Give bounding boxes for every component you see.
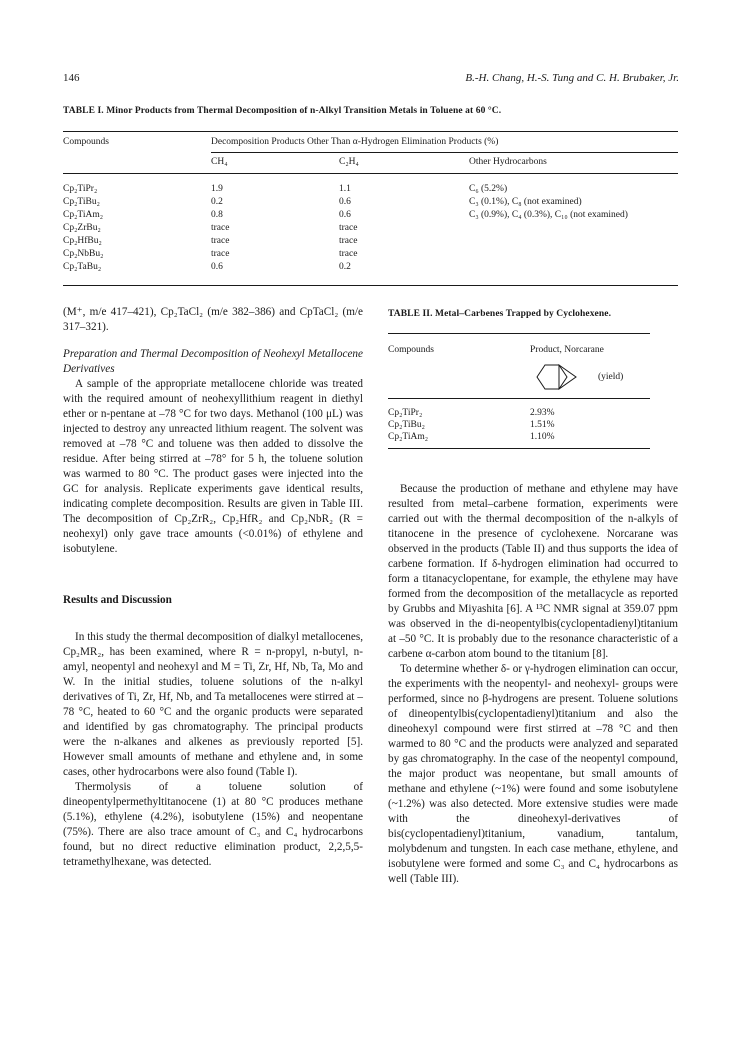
left-column — [63, 305, 363, 870]
table2-cell-compound: Cp₂TiPr₂ — [388, 408, 423, 418]
table1-top-rule — [63, 131, 678, 132]
table2-header-compounds: Compounds — [388, 345, 434, 355]
table1-cell-other: C₃ (0.1%), C₈ (not examined) — [469, 197, 582, 207]
table1-header-rule — [63, 173, 678, 174]
table1-cell-ch4: 0.2 — [211, 197, 223, 207]
table2-cell-yield: 1.51% — [530, 420, 555, 430]
table1-header-compounds: Compounds — [63, 137, 109, 147]
norcarane-structure-icon — [531, 362, 583, 392]
table1-cell-c2h4: trace — [339, 223, 358, 233]
table1-cell-compound: Cp₂ZrBu₂ — [63, 223, 101, 233]
paragraph-carbene: Because the production of methane and ethylene may have resulted from metal–carbene formation, experiments were carried out with the thermal decomposition of the n-alkyls of titanocene in the presence of cyclohexene. Norcarane was observed in the products (Table II) and thus supports the idea of carbene formation. If δ-hydrogen elimination had occurred to form a titanacyclopentane, for example, the ethylene may have formed from the decomposition of the metallacycle as reported by Grubbs and Miyashita [6]. A ¹³C NMR signal at 359.07 ppm was observed in the di-neopentylbis(cyclopentadienyl)titanium at –50 °C. It is probably due to the resonance characteristic of a carbene α-carbon atom bound to the titanium [8]. — [388, 483, 678, 660]
table1-cell-compound: Cp₂TiPr₂ — [63, 184, 98, 194]
paragraph-preparation: A sample of the appropriate metallocene chloride was treated with the required amount of neohexyllithium reagent in diethyl ether or n-pentane at –78 °C for two days. Methanol (100 μL) was injected to destroy any unreacted lithium reagent. The solvent was removed at –78 °C and toluene was then added to dissolve the residue. After being stirred at –78° for 5 h, the toluene solution was warmed to 80 °C. The product gases were injected into the GC for analysis. Replicate experiments gave identical results, indicating complete decomposition. Results are given in Table III. The decomposition of Cp₂ZrR₂, Cp₂HfR₂ and Cp₂NbR₂ (R = neohexyl) only gave trace amounts (<0.01%) of ethylene and isobutylene. — [63, 378, 363, 555]
table2-header-product: Product, Norcarane — [530, 345, 604, 355]
table1-cell-c2h4: 0.6 — [339, 210, 351, 220]
table1-cell-other: C₆ (5.2%) — [469, 184, 508, 194]
table1-cell-ch4: 0.8 — [211, 210, 223, 220]
table1-cell-compound: Cp₂HfBu₂ — [63, 236, 102, 246]
table2-cell-compound: Cp₂TiBu₂ — [388, 420, 425, 430]
table1-cell-compound: Cp₂NbBu₂ — [63, 249, 104, 259]
table2-top-rule — [388, 333, 650, 334]
table2-cell-yield: 1.10% — [530, 432, 555, 442]
table1-bottom-rule — [63, 285, 678, 286]
table2-caption: TABLE II. Metal–Carbenes Trapped by Cyclohexene. — [388, 309, 612, 319]
section-heading-preparation: Preparation and Thermal Decomposition of Neohexyl Metallocene Derivatives — [63, 348, 363, 375]
table1-cell-other: C₃ (0.9%), C₄ (0.3%), C₁₀ (not examined) — [469, 210, 628, 220]
table1-header-other: Other Hydrocarbons — [469, 157, 547, 167]
paragraph-neopentyl: To determine whether δ- or γ-hydrogen elimination can occur, the experiments with the neopentyl- and neohexyl- groups were performed, since no β-hydrogens are present. Toluene solutions of dineopentylbis(cyclopentadienyl)titanium and also the dineohexyl compound were first stirred at –78 °C and then warmed to 80 °C and the products were analyzed and separated by gas chromatography. In the case of the neopentyl compound, the major product was neopentane, but small amounts of methane and ethylene (~1%) were found and some isobutylene (~1.2%) was also detected. More extensive studies were made with the dineohexyl-derivatives of bis(cyclopentadienyl)titanium, vanadium, tantalum, molybdenum and tungsten. In each case methane, ethylene, and isobutylene were formed and some C₃ and C₄ hydrocarbons as well (Table III). — [388, 663, 678, 885]
table1-cell-ch4: 1.9 — [211, 184, 223, 194]
page-number: 146 — [63, 72, 80, 84]
table1-cell-ch4: trace — [211, 236, 230, 246]
table1-cell-c2h4: 0.2 — [339, 262, 351, 272]
table2-cell-yield: 2.93% — [530, 408, 555, 418]
paragraph-ms-data: (M⁺, m/e 417–421), Cp₂TaCl₂ (m/e 382–386) and CpTaCl₂ (m/e 317–321). — [63, 306, 363, 333]
table1-cell-compound: Cp₂TiAm₂ — [63, 210, 104, 220]
table1-header-group: Decomposition Products Other Than α-Hydrogen Elimination Products (%) — [211, 137, 499, 147]
table1-group-rule — [211, 152, 678, 153]
right-column — [388, 482, 678, 887]
table1-cell-c2h4: trace — [339, 249, 358, 259]
table1-cell-c2h4: trace — [339, 236, 358, 246]
table1-caption: TABLE I. Minor Products from Thermal Decomposition of n-Alkyl Transition Metals in Toluene at 60 °C. — [63, 106, 502, 116]
table1-cell-ch4: trace — [211, 249, 230, 259]
table1-cell-compound: Cp₂TaBu₂ — [63, 262, 102, 272]
table1-cell-ch4: 0.6 — [211, 262, 223, 272]
table2 — [388, 340, 650, 450]
running-authors: B.-H. Chang, H.-S. Tung and C. H. Brubaker, Jr. — [465, 72, 679, 84]
table1-cell-c2h4: 0.6 — [339, 197, 351, 207]
paragraph-results-1: In this study the thermal decomposition of dialkyl metallocenes, Cp₂MR₂, has been examined, where R = n-propyl, n-butyl, n-amyl, neopentyl and neohexyl and M = Ti, Zr, Hf, Nb, Ta, Mo and W. In the initial studies, toluene solutions of the n-alkyl derivatives of Ti, Zr, Hf, Nb, and Ta metallocenes were stirred at –78 °C, heated to 60 °C and the organic products were separated and identified by gas chromatography. The principal products were the n-alkanes and alkenes as previously reported [5]. However small amounts of methane and ethylene and, in some cases, other hydrocarbons were also found (Table I). — [63, 631, 363, 778]
table1-header-c2h4: C₂H₄ — [339, 157, 359, 167]
table1-cell-c2h4: 1.1 — [339, 184, 351, 194]
table2-header-yield: (yield) — [598, 372, 624, 382]
table1 — [63, 137, 678, 287]
table1-cell-compound: Cp₂TiBu₂ — [63, 197, 100, 207]
table1-header-ch4: CH₄ — [211, 157, 228, 167]
paragraph-results-2: Thermolysis of a toluene solution of dineopentylpermethyltitanocene (1) at 80 °C produces methane (5.1%), ethylene (4.2%), isobutylene (15%) and neopentane (75%). There are also trace amount of C₃ and C₄ hydrocarbons found, but no direct reductive elimination product, 2,2,5,5-tetramethylhexane, was detected. — [63, 781, 363, 868]
section-heading-results: Results and Discussion — [63, 594, 172, 606]
table1-cell-ch4: trace — [211, 223, 230, 233]
table2-header-rule — [388, 398, 650, 399]
table2-cell-compound: Cp₂TiAm₂ — [388, 432, 429, 442]
table2-bottom-rule — [388, 448, 650, 449]
